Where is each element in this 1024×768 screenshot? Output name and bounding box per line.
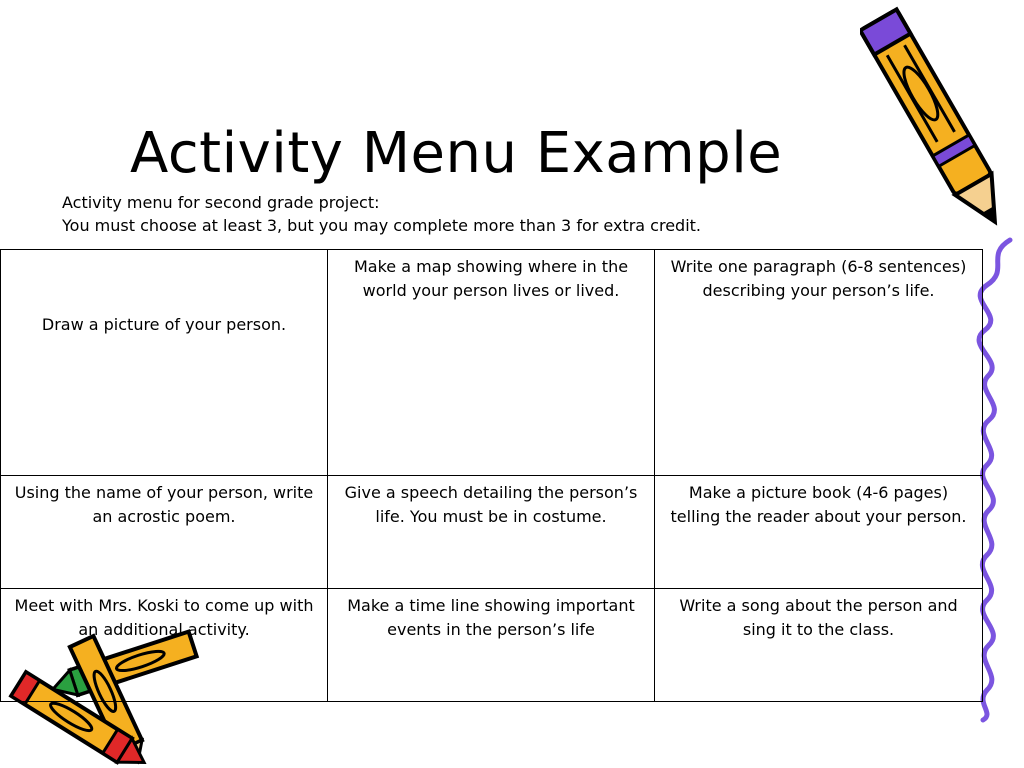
pencil-icon xyxy=(860,0,1010,245)
table-cell: Meet with Mrs. Koski to come up with an additional activity. xyxy=(1,589,328,702)
slide-title: Activity Menu Example xyxy=(130,121,783,186)
table-row xyxy=(1,250,983,476)
table-cell: Write a song about the person and sing it to the class. xyxy=(655,589,983,702)
subtitle-line-2: You must choose at least 3, but you may complete more than 3 for extra credit. xyxy=(62,216,702,235)
table-cell: Write one paragraph (6-8 sentences) describing your person’s life. xyxy=(655,250,983,476)
table-cell: Make a time line showing important events in the person’s life xyxy=(328,589,655,702)
subtitle-line-1: Activity menu for second grade project: xyxy=(62,193,380,212)
table-cell: Draw a picture of your person. xyxy=(1,250,328,476)
table-row xyxy=(1,476,983,589)
table-cell: Make a map showing where in the world your person lives or lived. xyxy=(328,250,655,476)
table-row xyxy=(1,589,983,702)
table-cell: Make a picture book (4-6 pages) telling the reader about your person. xyxy=(655,476,983,589)
activity-menu-table xyxy=(0,249,983,702)
table-cell: Give a speech detailing the person’s life. You must be in costume. xyxy=(328,476,655,589)
table-cell: Using the name of your person, write an acrostic poem. xyxy=(1,476,328,589)
slide-subtitle xyxy=(62,191,701,237)
